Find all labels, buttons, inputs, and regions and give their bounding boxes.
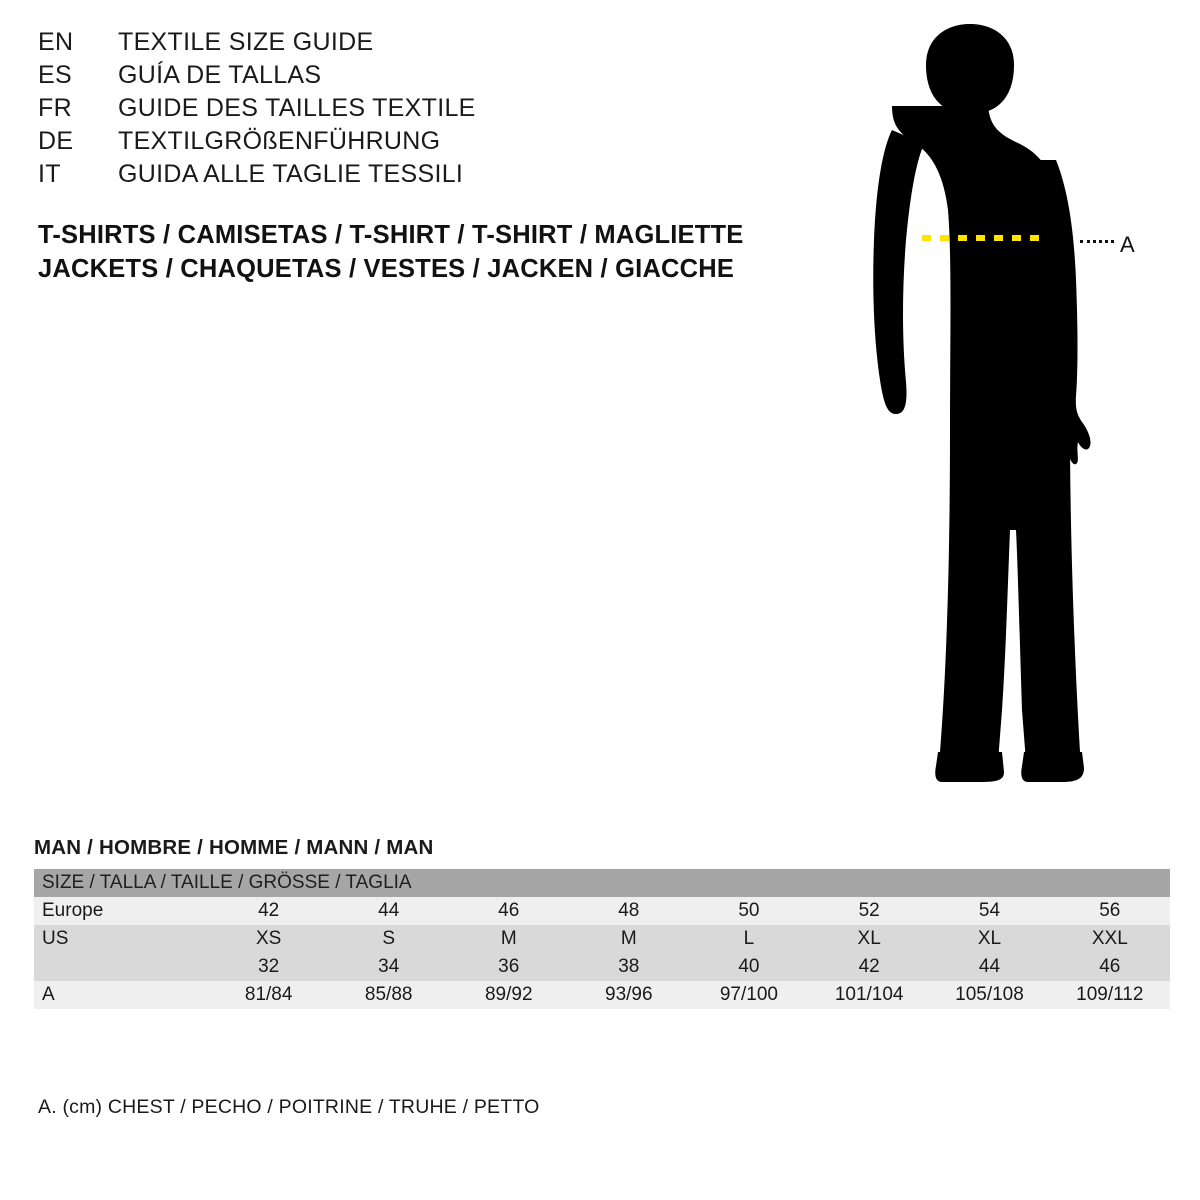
language-code: IT xyxy=(38,160,61,188)
cell-value: 32 xyxy=(209,953,329,981)
size-table-section xyxy=(34,836,1170,1009)
table-header-row xyxy=(34,869,1170,897)
row-label xyxy=(34,953,209,981)
cell-value: 89/92 xyxy=(449,981,569,1009)
cell-value: 44 xyxy=(929,953,1049,981)
cell-value: 46 xyxy=(1050,953,1170,981)
cell-value: L xyxy=(689,925,809,953)
category-line-jackets: JACKETS / CHAQUETAS / VESTES / JACKEN / GIACCHE xyxy=(38,255,735,283)
cell-value: 34 xyxy=(329,953,449,981)
language-code: DE xyxy=(38,127,74,155)
table-header-label: SIZE / TALLA / TAILLE / GRÖSSE / TAGLIA xyxy=(34,869,1170,897)
cell-value: 54 xyxy=(929,897,1049,925)
language-title: TEXTILE SIZE GUIDE xyxy=(118,28,374,56)
cell-value: 101/104 xyxy=(809,981,929,1009)
language-title: GUIDA ALLE TAGLIE TESSILI xyxy=(118,160,464,188)
cell-value: 52 xyxy=(809,897,929,925)
language-row xyxy=(38,28,738,61)
table-row xyxy=(34,925,1170,953)
category-block xyxy=(38,218,798,286)
cell-value: XL xyxy=(809,925,929,953)
language-row xyxy=(38,160,738,193)
language-header-block xyxy=(38,28,738,193)
language-code: ES xyxy=(38,61,72,89)
cell-value: 56 xyxy=(1050,897,1170,925)
language-row xyxy=(38,127,738,160)
table-row xyxy=(34,953,1170,981)
footnote-chest-measure: A. (cm) CHEST / PECHO / POITRINE / TRUHE / PETTO xyxy=(38,1096,540,1118)
cell-value: 93/96 xyxy=(569,981,689,1009)
silhouette-icon xyxy=(830,10,1170,790)
cell-value: XL xyxy=(929,925,1049,953)
language-row xyxy=(38,94,738,127)
row-label: US xyxy=(34,925,209,953)
row-label: Europe xyxy=(34,897,209,925)
language-code: FR xyxy=(38,94,72,122)
cell-value: 48 xyxy=(569,897,689,925)
cell-value: 42 xyxy=(209,897,329,925)
language-title: GUÍA DE TALLAS xyxy=(118,61,322,89)
cell-value: 105/108 xyxy=(929,981,1049,1009)
cell-value: 81/84 xyxy=(209,981,329,1009)
language-row xyxy=(38,61,738,94)
cell-value: 85/88 xyxy=(329,981,449,1009)
cell-value: M xyxy=(569,925,689,953)
table-row xyxy=(34,897,1170,925)
cell-value: XXL xyxy=(1050,925,1170,953)
cell-value: 97/100 xyxy=(689,981,809,1009)
measure-label-a: A xyxy=(1120,232,1135,257)
cell-value: 50 xyxy=(689,897,809,925)
category-line-tshirts: T-SHIRTS / CAMISETAS / T-SHIRT / T-SHIRT / MAGLIETTE xyxy=(38,221,744,249)
cell-value: 109/112 xyxy=(1050,981,1170,1009)
male-silhouette-figure xyxy=(830,10,1170,790)
table-row xyxy=(34,981,1170,1009)
cell-value: 40 xyxy=(689,953,809,981)
cell-value: 46 xyxy=(449,897,569,925)
language-code: EN xyxy=(38,28,74,56)
cell-value: XS xyxy=(209,925,329,953)
language-title: GUIDE DES TAILLES TEXTILE xyxy=(118,94,476,122)
table-section-title: MAN / HOMBRE / HOMME / MANN / MAN xyxy=(34,836,434,859)
language-title: TEXTILGRÖßENFÜHRUNG xyxy=(118,127,441,155)
cell-value: 42 xyxy=(809,953,929,981)
cell-value: M xyxy=(449,925,569,953)
cell-value: 36 xyxy=(449,953,569,981)
cell-value: S xyxy=(329,925,449,953)
cell-value: 44 xyxy=(329,897,449,925)
size-table xyxy=(34,869,1170,1009)
row-label: A xyxy=(34,981,209,1009)
cell-value: 38 xyxy=(569,953,689,981)
measure-leader-line xyxy=(1080,240,1114,243)
